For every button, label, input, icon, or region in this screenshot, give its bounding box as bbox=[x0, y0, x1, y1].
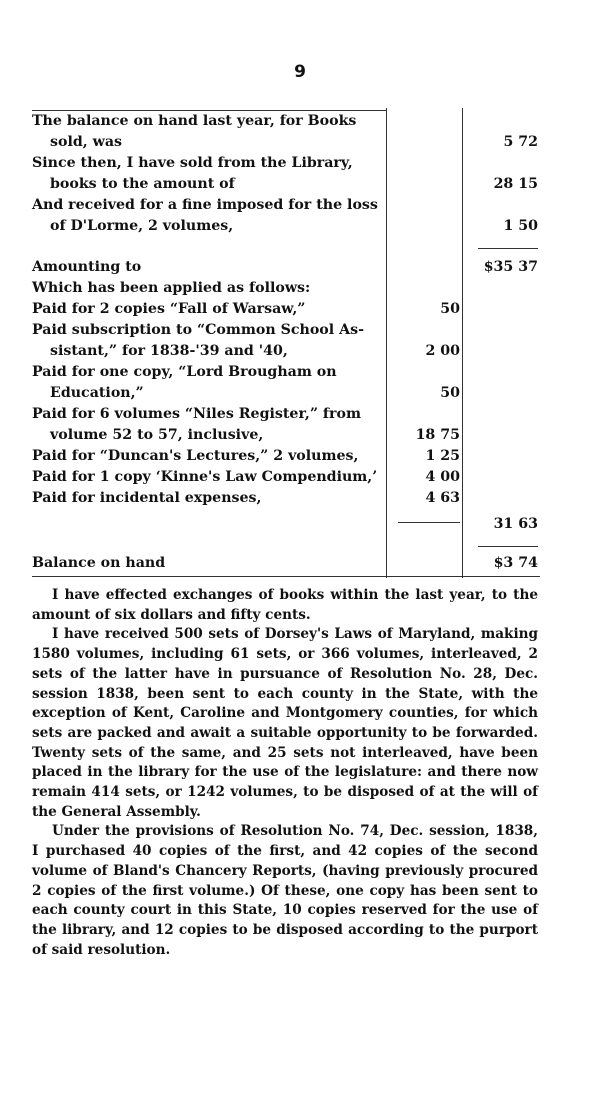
ledger-row-amount: 50 bbox=[440, 385, 460, 401]
ledger-row bbox=[32, 298, 540, 320]
ledger-row-description: And received for a fine imposed for the loss bbox=[32, 197, 378, 213]
ledger-row-description: Since then, I have sold from the Library, bbox=[32, 155, 353, 171]
ledger-row bbox=[32, 513, 540, 535]
ledger-row-description: Education,” bbox=[50, 385, 144, 401]
ledger-row-description: Which has been applied as follows: bbox=[32, 280, 311, 296]
ledger-bottom-rule bbox=[32, 576, 540, 577]
ledger-row-total: $3 74 bbox=[493, 555, 538, 571]
ledger-row-description: Balance on hand bbox=[32, 555, 166, 571]
ledger-row bbox=[32, 382, 540, 404]
ledger-row-amount: 4 63 bbox=[425, 490, 460, 506]
ledger-row bbox=[32, 215, 540, 237]
ledger-row-total: 1 50 bbox=[503, 218, 538, 234]
ledger-row bbox=[32, 110, 540, 132]
ledger-row-description: The balance on hand last year, for Books bbox=[32, 113, 357, 129]
ledger-row-description: Paid for incidental expenses, bbox=[32, 490, 262, 506]
ledger-row-description: Paid for one copy, “Lord Brougham on bbox=[32, 364, 337, 380]
ledger-row-description: Paid for 1 copy ‘Kinne's Law Compendium,’ bbox=[32, 469, 378, 485]
ledger-row-total: $35 37 bbox=[483, 259, 538, 275]
ledger-row bbox=[32, 319, 540, 341]
ledger-row bbox=[32, 173, 540, 195]
ledger-row-description: volume 52 to 57, inclusive, bbox=[50, 427, 264, 443]
ledger-row-amount: 1 25 bbox=[425, 448, 460, 464]
ledger-row bbox=[32, 256, 540, 278]
paragraph: Under the provisions of Resolution No. 74, Dec. session, 1838, I purchased 40 copies of the first, and 42 copies of the second volume of Bland's Chancery Reports, (having previously procured 2 copies of the first volume.) Of these, one copy has been sent to each county court in this State, 10 copies reserved for the use of the library, and 12 copies to be disposed according to the purport of said resolution. bbox=[32, 823, 538, 958]
ledger-row bbox=[32, 131, 540, 153]
ledger-row-total: 31 63 bbox=[493, 516, 538, 532]
ledger-row-description: Paid for “Duncan's Lectures,” 2 volumes, bbox=[32, 448, 359, 464]
account-ledger bbox=[32, 108, 540, 578]
ledger-row bbox=[32, 403, 540, 425]
ledger-row-description: Paid for 2 copies “Fall of Warsaw,” bbox=[32, 301, 306, 317]
ledger-row bbox=[32, 340, 540, 362]
ledger-row-total: 5 72 bbox=[503, 134, 538, 150]
ledger-row-description: sistant,” for 1838-'39 and '40, bbox=[50, 343, 288, 359]
ledger-row-amount: 18 75 bbox=[415, 427, 460, 443]
paragraph: I have received 500 sets of Dorsey's Laws of Maryland, making 1580 volumes, including 61 sets, or 366 volumes, interleaved, 2 sets of the latter have in pursuance of Resolution No. 28, Dec. session 1838, been sent to each county in the State, with the exception of Kent, Caroline and Montgomery counties, for which sets are packed and await a suitable opportunity to be forwarded. Twenty sets of the same, and 25 sets not interleaved, have been placed in the library for the use of the legislature: and there now remain 414 sets, or 1242 volumes, to be disposed of at the will of the General Assembly. bbox=[32, 626, 538, 820]
ledger-row bbox=[32, 361, 540, 383]
ledger-row-amount: 50 bbox=[440, 301, 460, 317]
ledger-row-total: 28 15 bbox=[493, 176, 538, 192]
ledger-row-description: Paid for 6 volumes “Niles Register,” from bbox=[32, 406, 361, 422]
ledger-row-description: books to the amount of bbox=[50, 176, 235, 192]
ledger-row bbox=[32, 487, 540, 509]
ledger-subtotal-rule bbox=[478, 248, 538, 249]
ledger-row-amount: 2 00 bbox=[425, 343, 460, 359]
ledger-row-description: of D'Lorme, 2 volumes, bbox=[50, 218, 234, 234]
body-text bbox=[32, 586, 538, 960]
ledger-row bbox=[32, 277, 540, 299]
ledger-row bbox=[32, 424, 540, 446]
ledger-row-description: sold, was bbox=[50, 134, 123, 150]
ledger-row bbox=[32, 552, 540, 574]
ledger-row bbox=[32, 445, 540, 467]
page-number: 9 bbox=[294, 62, 306, 82]
ledger-row bbox=[32, 194, 540, 216]
ledger-outer-total-rule bbox=[478, 546, 538, 547]
ledger-row-description: Paid subscription to “Common School As- bbox=[32, 322, 364, 338]
ledger-row-amount: 4 00 bbox=[425, 469, 460, 485]
ledger-row-description: Amounting to bbox=[32, 259, 142, 275]
paragraph: I have effected exchanges of books within the last year, to the amount of six dollars and fifty cents. bbox=[32, 587, 538, 623]
ledger-row bbox=[32, 152, 540, 174]
ledger-row bbox=[32, 466, 540, 488]
